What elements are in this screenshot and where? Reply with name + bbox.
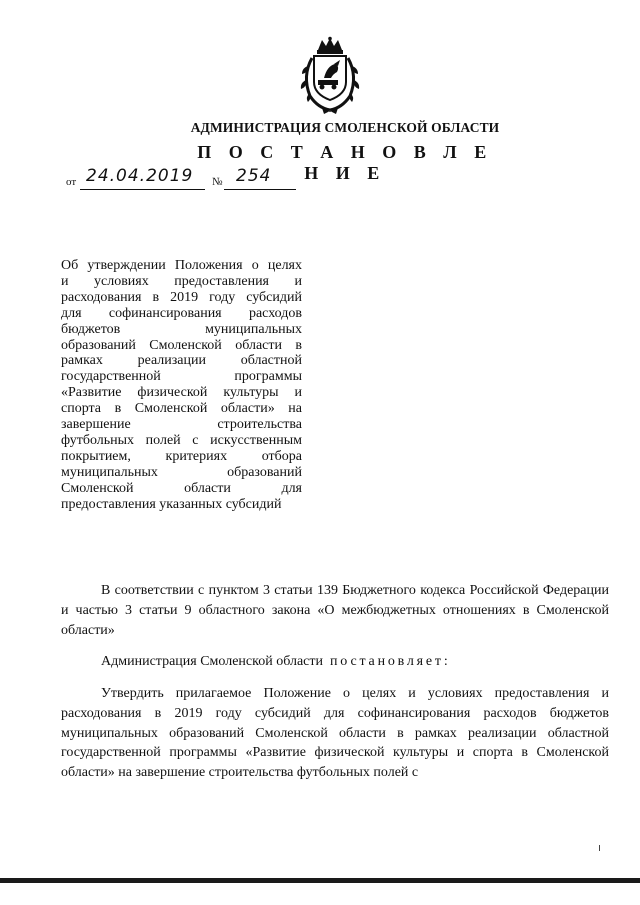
organization-name: АДМИНИСТРАЦИЯ СМОЛЕНСКОЙ ОБЛАСТИ <box>190 120 500 135</box>
subject-line: покрытием, критериях отбора <box>61 448 302 464</box>
subject-line: рамках реализации областной <box>61 353 302 369</box>
subject-line: муниципальных образований <box>61 464 302 480</box>
scan-mark <box>599 845 600 851</box>
subject-line: государственной программы <box>61 369 302 385</box>
subject-line: предоставления указанных субсидий <box>61 496 282 512</box>
subject-line: бюджетов муниципальных <box>61 321 302 337</box>
resolves-prefix: Администрация Смоленской области <box>101 654 324 669</box>
paragraph-legal-basis: В соответствии с пунктом 3 статьи 139 Бюджетного кодекса Российской Федерации и частью 3 статьи 9 областного закона «О межбюджетных отношениях в Смоленской области» <box>61 583 609 638</box>
subject-line: образований Смоленской области в <box>61 337 302 353</box>
subject-line: Об утверждении Положения о целях <box>61 258 302 273</box>
page-bottom-edge <box>0 878 640 883</box>
coat-of-arms-icon <box>296 36 364 114</box>
document-type-title: П О С Т А Н О В Л Е Н И Е <box>197 142 493 183</box>
paragraph-decision: Утвердить прилагаемое Положение о целях и условиях предоставления и расходования в 2019 году субсидий для софинансирования расходов бюджетов муниципальных образований Смоленской области в рамках реализации областной государственной программы «Развитие физической культуры и спорта в Смоленской области» на завершение строительства футбольных полей с <box>61 686 609 781</box>
subject-line: расходования в 2019 году субсидий <box>61 289 302 305</box>
subject-line: спорта в Смоленской области» на <box>61 401 302 417</box>
subject-line: завершение строительства <box>61 417 302 433</box>
subject-line: футбольных полей с искусственным <box>61 432 302 448</box>
subject-line: Смоленской области для <box>61 480 302 496</box>
paragraph-resolves <box>61 652 609 672</box>
number-underline <box>224 189 296 190</box>
subject-line: «Развитие физической культуры и <box>61 385 302 401</box>
date-label: от <box>66 176 77 188</box>
number-handwritten: 254 <box>236 166 272 186</box>
resolves-keyword: постановляет: <box>330 654 451 669</box>
subject-line: для софинансирования расходов <box>61 305 302 321</box>
subject-line: и условиях предоставления и <box>61 273 302 289</box>
date-underline <box>80 189 205 190</box>
date-handwritten: 24.04.2019 <box>86 166 194 186</box>
number-label: № <box>212 176 223 188</box>
document-subject <box>61 258 302 513</box>
